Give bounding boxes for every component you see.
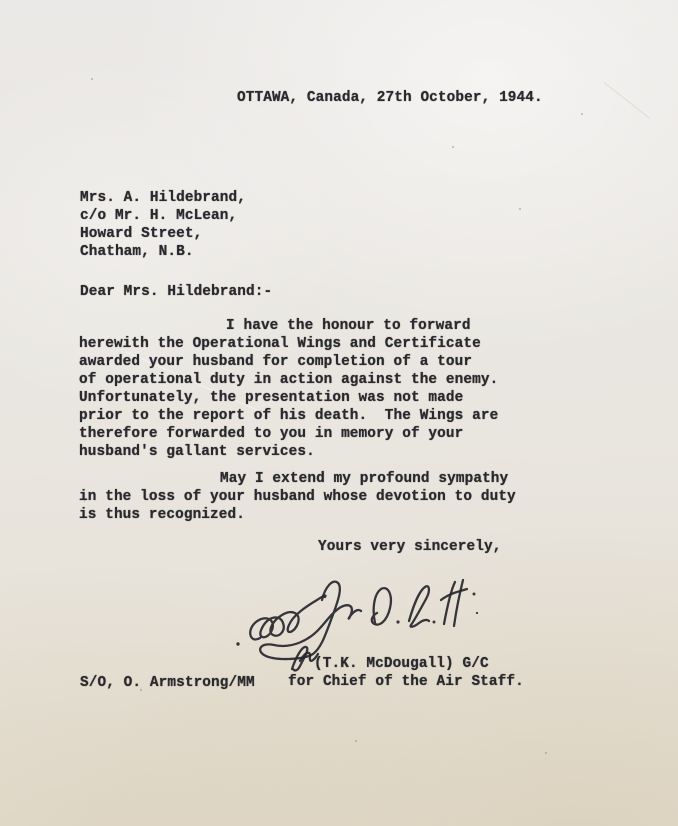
body-line: herewith the Operational Wings and Certificate — [79, 336, 481, 352]
recipient-address-line: Chatham, N.B. — [80, 244, 194, 260]
body-line: therefore forwarded to you in memory of your — [79, 426, 464, 442]
body-paragraph-1 — [79, 317, 498, 461]
recipient-address-line: Howard Street, — [80, 226, 203, 242]
closing: Yours very sincerely, — [318, 539, 502, 555]
signature-title: for Chief of the Air Staff. — [288, 674, 524, 690]
body-line: awarded your husband for completion of a tour — [79, 354, 473, 370]
body-line: is thus recognized. — [79, 507, 245, 523]
paper-speck — [581, 113, 583, 115]
body-paragraph-2 — [79, 470, 516, 524]
body-line: I have the honour to forward — [226, 318, 471, 334]
body-line: Unfortunately, the presentation was not made — [79, 390, 464, 406]
signature-name: (T.K. McDougall) G/C — [314, 656, 489, 672]
body-line: in the loss of your husband whose devotion to duty — [79, 489, 516, 505]
recipient-address-line: c/o Mr. H. McLean, — [80, 208, 238, 224]
salutation: Dear Mrs. Hildebrand:- — [80, 284, 273, 300]
paper-speck — [452, 146, 454, 148]
handwritten-signature-icon — [222, 570, 507, 662]
recipient-address — [80, 189, 246, 261]
recipient-address-line: Mrs. A. Hildebrand, — [80, 190, 246, 206]
body-line: of operational duty in action against the enemy. — [79, 372, 499, 388]
typist-reference: S/O, O. Armstrong/MM — [80, 675, 255, 691]
body-line: husband's gallant services. — [79, 444, 315, 460]
paper-speck — [355, 740, 357, 742]
body-line: prior to the report of his death. The Wings are — [79, 408, 499, 424]
dateline: OTTAWA, Canada, 27th October, 1944. — [237, 90, 543, 106]
paper-crease — [604, 82, 650, 118]
body-line: May I extend my profound sympathy — [220, 471, 509, 487]
paper-speck — [545, 752, 547, 754]
paper-speck — [91, 78, 93, 80]
paper-speck — [519, 208, 521, 210]
